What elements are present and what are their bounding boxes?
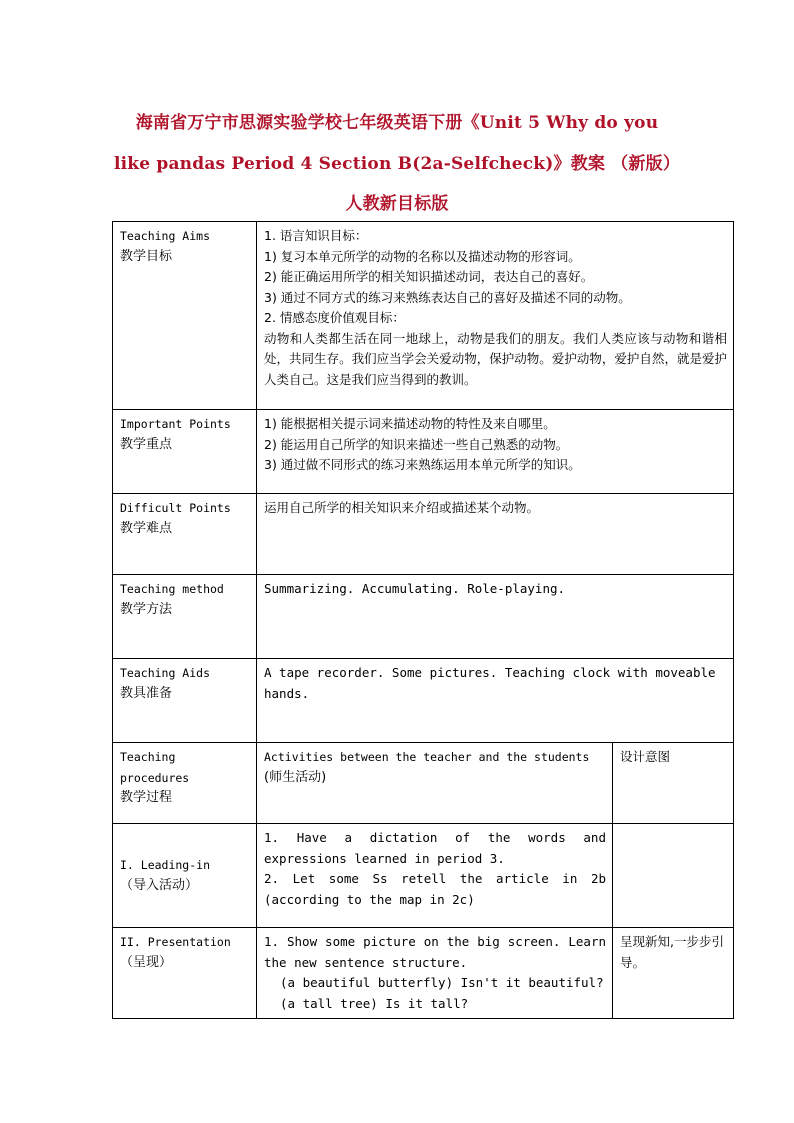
aims-line: 1. 语言知识目标：	[264, 228, 368, 243]
label-cell	[113, 410, 257, 494]
intent-cell	[613, 928, 734, 1019]
label-en: Teaching Aids	[120, 666, 211, 680]
label-en: Teaching	[120, 750, 176, 764]
label-en: Teaching Aims	[120, 229, 211, 243]
aids-text: A tape recorder. Some pictures. Teaching clock with moveable hands.	[264, 665, 724, 701]
title-line-1: 海南省万宁市思源实验学校七年级英语下册《Unit 5 Why do you	[135, 113, 659, 133]
activities-header-cn: (师生活动)	[264, 769, 327, 785]
row-leading-in	[113, 824, 734, 928]
label-cn: （导入活动）	[120, 877, 199, 893]
label-cn: 教学难点	[120, 520, 173, 536]
label-en: I. Leading-in	[120, 858, 211, 872]
row-teaching-aims	[113, 222, 734, 410]
activities-cell	[257, 928, 613, 1019]
lesson-plan-table	[112, 221, 734, 1019]
label-cell	[113, 494, 257, 575]
content-cell	[257, 575, 734, 659]
row-teaching-method	[113, 575, 734, 659]
label-cn: （呈现）	[120, 954, 173, 970]
leading-line: 2. Let some Ss retell the article in 2b (according to the map in 2c)	[264, 871, 614, 907]
difficult-line: 运用自己所学的相关知识来介绍或描述某个动物。	[264, 500, 540, 515]
label-cn: 教学目标	[120, 248, 173, 264]
label-cn: 教学过程	[120, 790, 173, 805]
presentation-line: 1. Show some picture on the big screen. Learn the new sentence structure.	[264, 934, 614, 970]
content-cell	[257, 410, 734, 494]
presentation-intent: 呈现新知,一步步引导。	[620, 934, 724, 970]
label-cell	[113, 575, 257, 659]
leading-line: 1. Have a dictation of the words and expressions learned in period 3.	[264, 830, 614, 866]
row-teaching-aids	[113, 659, 734, 743]
presentation-line: (a beautiful butterfly) Isn't it beautiful?	[280, 975, 604, 990]
row-presentation	[113, 928, 734, 1019]
content-cell	[257, 222, 734, 410]
important-line: 2) 能运用自己所学的知识来描述一些自己熟悉的动物。	[264, 436, 569, 452]
row-teaching-procedures	[113, 743, 734, 824]
activities-header-en: Activities between the teacher and the students	[264, 750, 590, 764]
presentation-line: (a tall tree) Is it tall?	[280, 995, 469, 1011]
intent-header-cell	[613, 743, 734, 824]
label-en: Teaching method	[120, 582, 224, 596]
activities-cell	[257, 824, 613, 928]
method-text: Summarizing. Accumulating. Role-playing.	[264, 581, 566, 596]
label-en: II. Presentation	[120, 935, 231, 949]
label-en: procedures	[120, 770, 190, 785]
content-cell	[257, 494, 734, 575]
row-important-points	[113, 410, 734, 494]
label-cn: 教学重点	[120, 436, 173, 452]
label-cell	[113, 743, 257, 824]
label-cn: 教具准备	[120, 685, 173, 701]
aims-paragraph: 动物和人类都生活在同一地球上，动物是我们的朋友。我们人类应该与动物和谐相处，共同生存。我们应当学会关爱动物，保护动物。爱护动物，爱护自然，就是爱护人类自己。这是我们应当得到的教训。	[264, 330, 728, 387]
intent-cell	[613, 824, 734, 928]
activities-header-cell	[257, 743, 613, 824]
label-en: Difficult Points	[120, 501, 231, 515]
label-cn: 教学方法	[120, 601, 173, 617]
aims-line: 3) 通过不同方式的练习来熟练表达自己的喜好及描述不同的动物。	[264, 289, 631, 305]
label-en: Important Points	[120, 417, 231, 431]
label-cell	[113, 824, 257, 928]
row-difficult-points	[113, 494, 734, 575]
title-line-3: 人教新目标版	[345, 194, 449, 214]
content-cell	[257, 659, 734, 743]
label-cell	[113, 222, 257, 410]
aims-line: 2. 情感态度价值观目标：	[264, 310, 405, 325]
aims-line: 2) 能正确运用所学的相关知识描述动词，表达自己的喜好。	[264, 269, 594, 284]
important-line: 1) 能根据相关提示词来描述动物的特性及来自哪里。	[264, 416, 556, 431]
aims-line: 1) 复习本单元所学的动物的名称以及描述动物的形容词。	[264, 248, 581, 264]
label-cell	[113, 659, 257, 743]
title-line-2: like pandas Period 4 Section B(2a-Selfcheck)》教案 （新版）	[113, 154, 681, 174]
label-cell	[113, 928, 257, 1019]
intent-header: 设计意图	[620, 749, 671, 764]
important-line: 3) 通过做不同形式的练习来熟练运用本单元所学的知识。	[264, 457, 581, 472]
